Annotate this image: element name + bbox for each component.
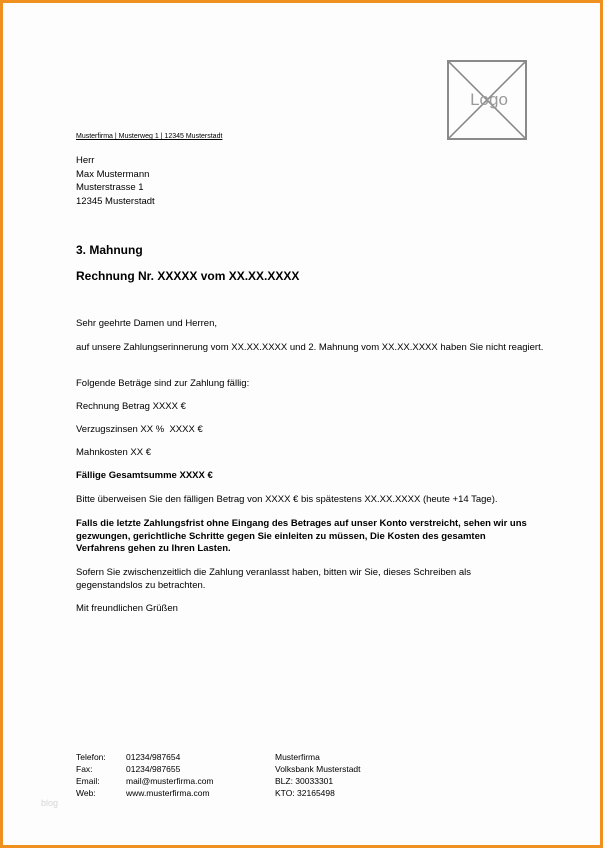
footer-label: Fax: <box>76 764 93 774</box>
invoice-amount: Rechnung Betrag XXXX € <box>76 401 186 412</box>
footer-bank-details <box>275 751 361 799</box>
sender-return-address: Musterfirma | Musterweg 1 | 12345 Musterstadt <box>76 133 223 140</box>
disregard-note: Sofern Sie zwischenzeitlich die Zahlung veranlasst haben, bitten wir Sie, dieses Schreiben als gegenstandslos zu betrachten. <box>76 567 471 591</box>
recipient-city: 12345 Musterstadt <box>76 195 155 207</box>
footer-blz: BLZ: 30033301 <box>275 776 334 786</box>
footer-contact-values <box>126 751 214 799</box>
transfer-instruction: Bitte überweisen Sie den fälligen Betrag von XXXX € bis spätestens XX.XX.XXXX (heute +14 Tage). <box>76 494 498 505</box>
footer-web: www.musterfirma.com <box>126 788 210 798</box>
footer-bank-name: Volksbank Musterstadt <box>275 764 361 774</box>
letter-title: 3. Mahnung <box>76 243 143 257</box>
logo-placeholder <box>447 60 527 140</box>
recipient-name: Max Mustermann <box>76 168 150 180</box>
footer-company: Musterfirma <box>275 752 320 762</box>
footer-label: Web: <box>76 788 96 798</box>
logo-label: Logo <box>470 90 508 109</box>
intro-paragraph: auf unsere Zahlungserinnerung vom XX.XX.XXXX und 2. Mahnung vom XX.XX.XXXX haben Sie nicht reagiert. <box>76 342 544 353</box>
interest-line: Verzugszinsen XX % XXXX € <box>76 424 203 435</box>
recipient-salutation: Herr <box>76 155 95 166</box>
footer-label: Telefon: <box>76 752 106 762</box>
fees-line: Mahnkosten XX € <box>76 447 151 458</box>
footer-contact-labels <box>76 751 106 799</box>
closing: Mit freundlichen Grüßen <box>76 603 178 614</box>
legal-warning: Falls die letzte Zahlungsfrist ohne Eingang des Betrages auf unser Konto verstreicht, sehen wir uns gezwungen, gerichtliche Schritte gegen Sie einleiten zu müssen, Die Kosten des gesamten Verfahrens gehen zu Ihren Lasten. <box>76 518 527 554</box>
watermark: blog <box>41 798 59 808</box>
greeting: Sehr geehrte Damen und Herren, <box>76 318 217 329</box>
total-line: Fällige Gesamtsumme XXXX € <box>76 470 213 481</box>
recipient-address <box>76 154 155 208</box>
footer-fax: 01234/987655 <box>126 764 181 774</box>
amounts-intro: Folgende Beträge sind zur Zahlung fällig: <box>76 378 250 389</box>
footer-email: mail@musterfirma.com <box>126 776 214 786</box>
letter-subject: Rechnung Nr. XXXXX vom XX.XX.XXXX <box>76 269 300 283</box>
footer-kto: KTO: 32165498 <box>275 788 335 798</box>
footer-phone: 01234/987654 <box>126 752 181 762</box>
footer-label: Email: <box>76 776 100 786</box>
recipient-street: Musterstrasse 1 <box>76 182 144 193</box>
